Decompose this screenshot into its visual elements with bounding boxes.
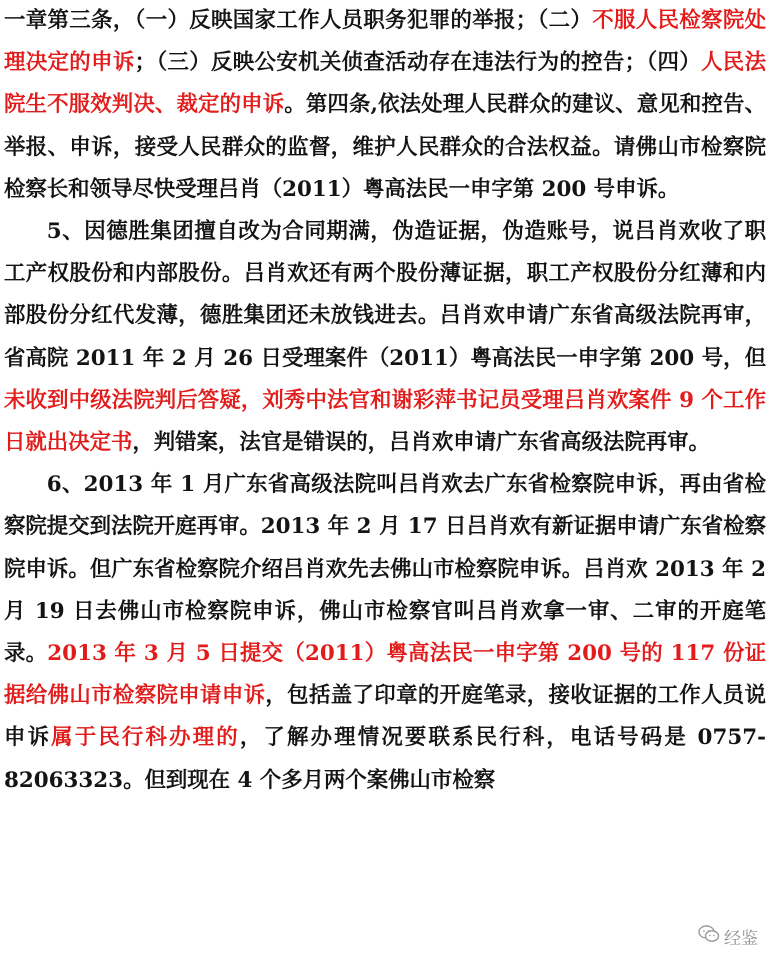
paragraph-article-three-four	[4, 0, 766, 211]
text-segment: ；（三）反映公安机关侦查活动存在违法行为的控告；（四）	[134, 50, 702, 76]
text-segment: ，包括盖了印章的开庭笔录，接收证据的工作人员说申诉	[4, 683, 766, 751]
highlighted-text: 属于民行科办理的	[51, 725, 240, 751]
highlighted-text: 未收到中级法院判后答疑，刘秀中法官和谢彩萍书记员受理吕肖欢案件 9 个工作日就出决定书	[4, 387, 766, 456]
text-segment: ，判错案，法官是错误的，吕肖欢申请广东省高级法院再审。	[132, 430, 710, 456]
text-segment: 一章第三条，（一）反映国家工作人员职务犯罪的举报；（二）	[4, 8, 593, 33]
watermark	[698, 924, 758, 949]
text-segment: 。第四条,依法处理人民群众的建议、意见和控告、举报、申诉，接受人民群众的监督，维护人民群众的合法权益。请佛山市检察院检察长和领导尽快受理吕肖（2011）粤高法民一申字第 200 号申诉。	[4, 92, 766, 202]
paragraph-item-5	[4, 211, 766, 464]
highlighted-text: 不服人民检察院处理决定的申诉	[4, 8, 766, 76]
watermark-text: 经鉴	[724, 929, 758, 949]
wechat-icon	[698, 925, 720, 948]
text-segment: ，了解办理情况要联系民行科，电话号码是 0757-82063323。但到现在 4 个多月两个案佛山市检察	[4, 725, 766, 793]
highlighted-text: 人民法院生不服效判决、裁定的申诉	[4, 50, 766, 118]
paragraph-item-6	[4, 464, 766, 802]
document-body	[4, 0, 766, 802]
text-segment: 6、2013 年 1 月广东省高级法院叫吕肖欢去广东省检察院申诉，再由省检察院提交到法院开庭再审。2013 年 2 月 17 日吕肖欢有新证据申请广东省检察院申诉。但广东省检察院介绍吕肖欢先去佛山市检察院申诉。吕肖欢 2013 年 2 月 19 日去佛山市检察院申诉，佛山市检察官叫吕肖欢拿一审、二审的开庭笔录。	[4, 472, 766, 667]
text-segment: 5、因德胜集团擅自改为合同期满，伪造证据，伪造账号，说吕肖欢收了职工产权股份和内部股份。吕肖欢还有两个股份薄证据，职工产权股份分红薄和内部股份分红代发薄，德胜集团还未放钱进去。吕肖欢申请广东省高级法院再审，省高院 2011 年 2 月 26 日受理案件（2011）粤高法民一申字第 200 号，但	[4, 219, 766, 371]
highlighted-text: 2013 年 3 月 5 日提交（2011）粤高法民一申字第 200 号的 117 份证据给佛山市检察院申请申诉	[4, 641, 766, 709]
